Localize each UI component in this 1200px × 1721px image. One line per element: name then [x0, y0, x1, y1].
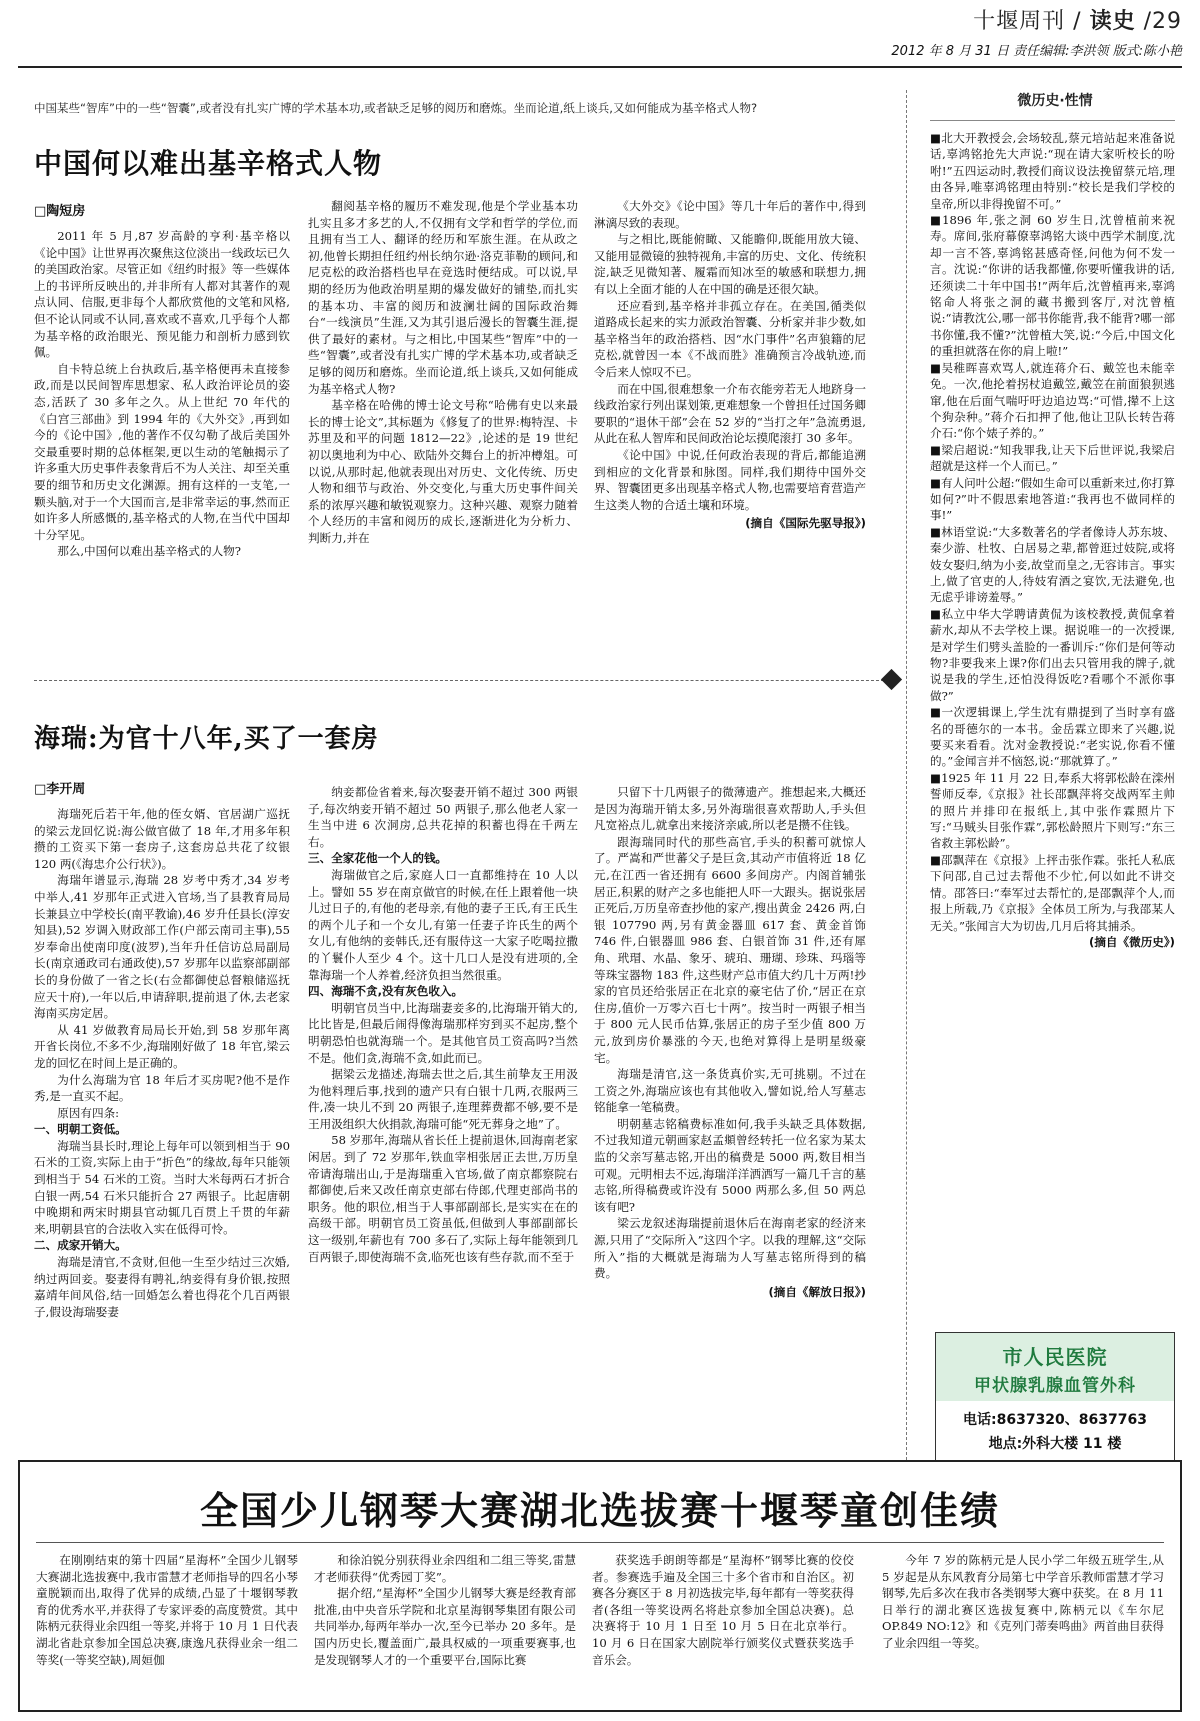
article-title: 中国何以难出基辛格式人物 — [34, 147, 383, 180]
title-rule — [36, 1542, 1164, 1543]
sidebar-body — [930, 130, 1175, 1325]
issue-info: 2012 年 8 月 31 日 责任编辑:李洪领 版式:陈小艳 — [891, 44, 1182, 59]
anecdote: ■一次逻辑课上,学生沈有鼎提到了当时享有盛名的哥德尔的一本书。金岳霖立即来了兴趣,说要买来看看。沈对金教授说:“老实说,你看不懂的。”金闻言并不恼怒,说:“那就算了。” — [930, 705, 1175, 769]
article-source: (摘自《国际先驱导报》) — [745, 516, 866, 531]
paragraph: 获奖选手朗朗等都是“星海杯”钢琴比赛的佼佼者。参赛选手遍及全国三十多个省市和自治区。初赛各分赛区于 8 月初选拔完毕,每年都有一等奖获得者(各组一等奖设两名将赴京参加全国总决赛)。总决赛将于 10 月 1 日至 10 月 5 日在北京举行。10 月 6 日在国家大剧院举行颁奖仪式暨获奖选手音乐会。 — [592, 1553, 854, 1667]
article-byline: □李开周 — [34, 782, 86, 797]
subheading: 四、海瑞不贪,没有灰色收入。 — [308, 984, 464, 999]
paragraph: 翻阅基辛格的履历不难发现,他是个学业基本功扎实且多才多艺的人,不仅拥有文学和哲学的学位,而且拥有当工人、翻译的经历和军旅生涯。在从政之初,他曾长期担任纽约州长纳尔逊·洛克菲勒的顾问,和尼克松的政治搭档也早在竞选时便结成。可以说,早期的经历为他政治明星期的爆发做好的铺垫,而扎实的基本功、丰富的阅历和波澜壮阔的国际政治舞台“一线演员”生涯,又为其引退后漫长的智囊生涯,提供了最好的素材。与之相比,中国某些“智库”中的一些“智囊”,或者没有扎实广博的学术基本功,或者缺乏足够的阅历和磨炼。坐而论道,纸上谈兵,又如何能成为基辛格式人物? — [308, 199, 578, 396]
paragraph: 海瑞当县长时,理论上每年可以领到相当于 90 石米的工资,实际上由于“折色”的缘故,每年只能领到相当于 54 石米的工资。当时大米每两石才折合白银一两,54 石米只能折合 27 两银子。比起唐朝中晚期和两宋时期县官动辄几百贯上千贯的年薪来,明朝县官的合法收入实在低得可怜。 — [34, 1138, 290, 1236]
article-column-4 — [882, 1552, 1164, 1710]
paragraph: 据介绍,“星海杯”全国少儿钢琴大赛是经教育部批准,由中央音乐学院和北京星海钢琴集团有限公司共同举办,每两年举办一次,至今已举办 20 多年。是国内历史长,覆盖面广,最具权威的一项重要赛事,也是发现钢琴人才的一个重要平台,国际比赛 — [314, 1586, 576, 1667]
paragraph: 明朝官员当中,比海瑞妻妾多的,比海瑞开销大的,比比皆是,但最后闹得像海瑞那样穷到买不起房,整个明朝恐怕也就海瑞一个。是其他官员工资高吗?当然不是。他们贪,海瑞不贪,如此而已。 — [308, 1000, 578, 1065]
article-column-3 — [594, 784, 866, 1446]
article-column-2 — [308, 198, 578, 668]
paragraph: 58 岁那年,海瑞从省长任上提前退休,回海南老家闲居。到了 72 岁那年,铁血宰相张居正去世,万历皇帝请海瑞出山,于是海瑞重入官场,做了南京都察院右都御使,后来又改任南京吏部右侍郎,代理吏部尚书的职务。他的职位,相当于人事部副部长,是实实在在的高级干部。明朝官员工资虽低,但做到人事部副部长这一级别,年薪也有 700 多石了,实际上每年能领到几百两银子,即使海瑞不贪,临死也该有些存款,而不至于 — [308, 1133, 578, 1264]
paragraph: 而在中国,很难想象一介布衣能旁若无人地跻身一线政治家行列出谋划策,更难想象一个曾担任过国务卿要职的“退休干部”会在 52 岁的“当打之年”急流勇退,从此在私人智库和民间政治论坛摸爬滚打 30 多年。 — [594, 381, 866, 446]
sidebar-source: (摘自《微历史》) — [1089, 934, 1175, 949]
article-column-1 — [36, 1552, 298, 1710]
header-rule — [18, 66, 1182, 68]
article-lead: 中国某些“智库”中的一些“智囊”,或者没有扎实广博的学术基本功,或者缺乏足够的阅历和磨炼。坐而论道,纸上谈兵,又如何能成为基辛格式人物? — [34, 101, 758, 115]
subheading: 二、成家开销大。 — [34, 1238, 127, 1253]
ad-phone: 电话:8637320、8637763 — [963, 1412, 1147, 1428]
paragraph: 还应看到,基辛格并非孤立存在。在美国,循类似道路成长起来的实力派政治智囊、分析家并非少数,如基辛格当年的政治搭档、因“水门事件”名声狼籍的尼克松,就曾因一本《不战而胜》准确预言冷战轨迹,而令后来人惊叹不已。 — [594, 298, 866, 379]
paragraph: 今年 7 岁的陈柄元是人民小学二年级五班学生,从 5 岁起是从东风教育分局第七中学音乐教师雷慧才学习钢琴,先后多次在我市各类钢琴大赛中获奖。在 8 月 11 日举行的湖北赛区选拔复赛中,陈柄元以《车尔尼 OP.849 NO:12》和《克列门蒂奏鸣曲》两首曲目获得了业余四组一等奖。 — [882, 1553, 1164, 1650]
paragraph: 《大外交》《论中国》等几十年后的著作中,得到淋漓尽致的表现。 — [594, 199, 866, 230]
paragraph: 海瑞做官之后,家庭人口一直都维持在 10 人以上。譬如 55 岁在南京做官的时候,在任上跟着他一块儿过日子的,有他的老母亲,有他的妻子王氏,有王氏生的两个儿子和一个女儿,有第一任妻子许氏生的两个女儿,有他纳的妾韩氏,还有服侍这一大家子吃喝拉撒的丫鬟仆人至少 4 个。这十几口人是没有进项的,全靠海瑞一个人养着,经济负担当然很重。 — [308, 867, 578, 982]
ad-department: 甲状腺乳腺血管外科 — [974, 1376, 1136, 1396]
paragraph: 从 41 岁做教育局局长开始,到 58 岁那年离开省长岗位,不多不少,海瑞刚好做了 18 年官,梁云龙的回忆在时间上是正确的。 — [34, 1022, 290, 1070]
article-title: 全国少儿钢琴大赛湖北选拔赛十堰琴童创佳绩 — [199, 1489, 1000, 1533]
ad-hospital-name: 市人民医院 — [1002, 1345, 1108, 1369]
subheading: 三、全家花他一个人的钱。 — [308, 851, 448, 866]
sidebar-micro-history — [905, 78, 1183, 1478]
paragraph: 海瑞年谱显示,海瑞 28 岁考中秀才,34 岁考中举人,41 岁那年正式进入官场,当了县教育局局长兼县立中学校长(南平教谕),46 岁升任县长(淳安知县),52 岁调入财政部工作(户部云南司主事),55 岁奉命出使南印度(波罗),当年升任信访总局副局长(南京通政司右通政使),57 岁那年以监察部副部长的身份做了一省之长(右佥都御使总督粮储巡抚应天十府),一年以后,申请辞职,提前退了休,去老家海南买房定居。 — [34, 873, 290, 1021]
article-title: 海瑞:为官十八年,买了一套房 — [34, 724, 379, 754]
paragraph: 跟海瑞同时代的那些高官,手头的积蓄可就惊人了。严嵩和严世蕃父子是巨贪,其动产市值将近 18 亿元,在江西一省还拥有 6600 多间房产。内阁首辅张居正,积累的财产之多也能把人吓一大跟头。据说张居正死后,万历皇帝查抄他的家产,搜出黄金 2426 两,白银 107790 两,另有黄金器皿 617 套、黄金首饰 746 件,白银器皿 986 套、白银首饰 31 件,还有犀角、玳瑁、水晶、象牙、琥珀、珊瑚、珍珠、玛瑙等等珠宝器物 183 件,这些财产总市值大约几十万两!抄家的官员还给张居正在北京的豪宅估了价,“居正在京住房,值价一万零六百七十两”。按当时一两银子相当于 800 元人民币估算,张居正的房子至少值 800 万元,放到房价暴涨的今天,也绝对算得上是明星级豪宅。 — [594, 834, 866, 1065]
article-column-2 — [314, 1552, 576, 1710]
paragraph: 海瑞是清官,这一条货真价实,无可挑剔。不过在工资之外,海瑞应该也有其他收入,譬如说,给人写墓志铭能拿一笔稿费。 — [594, 1067, 866, 1115]
article-column-1 — [34, 228, 290, 668]
paragraph: 那么,中国何以难出基辛格式的人物? — [57, 544, 241, 559]
paragraph: 与之相比,既能俯瞰、又能瞻仰,既能用放大镜、又能用显微镜的独特视角,丰富的历史、文化、传统积淀,缺乏见微知著、履霜而知冰至的敏感和联想力,拥有以上全面才能的人在中国的确是还很欠缺。 — [594, 232, 866, 296]
anecdote: ■私立中华大学聘请黄侃为该校教授,黄侃拿着薪水,却从不去学校上课。据说唯一的一次授课,是对学生们劈头盖脸的一番训斥:“你们是何等动物?非要我来上课?你们出去只管用我的牌子,就说是我的学生,还怕没得饭吃?看哪个不派你事做?” — [930, 606, 1175, 703]
paragraph: 海瑞是清官,不贪财,但他一生至少结过三次婚,纳过两回妾。娶妻得有聘礼,纳妾得有身价银,按照嘉靖年间风俗,结一回婚怎么着也得花个几百两银子,假设海瑞娶妻 — [34, 1255, 290, 1319]
article-byline: □陶短房 — [34, 204, 86, 219]
sidebar-title: 微历史·性情 — [1017, 93, 1093, 109]
article-column-3 — [594, 198, 866, 668]
sidebar-rule — [930, 120, 1175, 121]
article-column-2 — [308, 784, 578, 1446]
anecdote: ■有人问叶公超:“假如生命可以重新来过,你打算如何?”叶不假思索地答道:“我再也不做同样的事!” — [930, 475, 1175, 523]
anecdote: ■梁启超说:“知我罪我,让天下后世评说,我梁启超就是这样一个人而已。” — [930, 442, 1175, 474]
paragraph: 据梁云龙描述,海瑞去世之后,其生前挚友王用汲为他料理后事,找到的遗产只有白银十几两,衣服两三件,凑一块儿不到 20 两银子,连理葬费都不够,要不是王用汲组织大伙捐款,海瑞可能“死无葬身之地”了。 — [308, 1067, 578, 1131]
paragraph: 自卡特总统上台执政后,基辛格便再未直接参政,而是以民间智库思想家、私人政治评论员的姿态,活跃了 30 多年之久。从上世纪 70 年代的《白宫三部曲》到 1994 年的《大外交》,再到如今的《论中国》,他的著作不仅勾勒了战后美国外交最重要时期的总体框架,更以生动的笔触揭示了许多重大历史事件表象背后不为人关注、却至关重要的细节和历史文化渊源。拥有这样的一支笔,一颗头脑,对于一个大国而言,是非常幸运的事,然而正如许多人所感慨的,基辛格式的人物,在当代中国却十分罕见。 — [34, 361, 290, 542]
paragraph: 为什么海瑞为官 18 年后才买房呢?他不是作秀,是一直买不起。 — [34, 1072, 290, 1104]
page-number: 29 — [1152, 9, 1182, 34]
paragraph: 纳妾都俭省着来,每次娶妻开销不超过 300 两银子,每次纳妾开销不超过 50 两银子,那么他老人家一生当中进 6 次洞房,总共花掉的积蓄也得在千两左右。 — [308, 785, 578, 849]
paragraph: 《论中国》中说,任何政治表现的背后,都能追溯到相应的文化背景和脉图。同样,我们期待中国外交界、智囊团更多出现基辛格式人物,也需要培育营造产生这类人物的合适土壤和环境。 — [594, 447, 866, 512]
article-column-3 — [592, 1552, 854, 1710]
masthead — [0, 0, 1200, 86]
anecdote: ■邵飘萍在《京报》上抨击张作霖。张托人私底下问邵,自己过去帮他不少忙,何以如此不讲交情。邵答曰:“奉军过去帮忙的,是邵飘萍个人,而报上所载,乃《京报》全体员工所为,与我邵某人无关。”张闻言大为切齿,几月后将其捕杀。 — [930, 852, 1175, 933]
paragraph: 明朝墓志铭稿费标准如何,我手头缺乏具体数据,不过我知道元朝画家赵孟頫曾经转托一位名家为某太监的父亲写墓志铭,开出的稿费是 5000 两,数目相当可观。元明相去不远,海瑞洋洋洒洒写一篇几千言的墓志铭,所得稿费或许没有 5000 两那么多,但 50 两总该有吧? — [594, 1116, 866, 1214]
page-header-title: 十堰周刊 / 读史 /29 — [973, 9, 1182, 34]
section-name: 读史 — [1089, 9, 1136, 34]
subheading: 一、明朝工资低。 — [34, 1122, 127, 1137]
paragraph: 基辛格在哈佛的博士论文号称“哈佛有史以来最长的博士论文”,其标题为《修复了的世界:梅特涅、卡苏里及和平的问题 1812—22》,论述的是 19 世纪初以奥地利为中心、欧陆外交舞台上的折冲樽俎。可以说,从那时起,他就表现出对历史、文化传统、历史人物和细节与政治、外交变化,与重大历史事件间关系的浓厚兴趣和敏锐观察力。这种兴趣、观察力随着个人经历的丰富和阅历的成长,逐渐进化为分析力、判断力,并在 — [308, 398, 578, 545]
diamond-ornament-icon — [881, 669, 902, 690]
article-hairui — [0, 690, 890, 1450]
anecdote: ■北大开教授会,会场较乱,蔡元培站起来准备说话,辜鸿铭抢先大声说:“现在请大家听校长的吩咐!”五四运动时,教授们商议设法挽留蔡元培,理由各异,唯辜鸿铭理由特别:“校长是我们学校的皇帝,所以非得挽留不可。” — [930, 131, 1175, 211]
ad-location: 地点:外科大楼 11 楼 — [988, 1436, 1122, 1452]
paragraph: 2011 年 5 月,87 岁高龄的亨利·基辛格以《论中国》让世界再次聚焦这位淡出一线政坛已久的美国政治家。尽管正如《纽约时报》等一些媒体上的书评所反映出的,并非所有人都对其著作的观点认同、信服,更非每个人都欣赏他的文笔和风格,但不论认同或不认同,喜欢或不喜欢,几乎每个人都为基辛格的政治眼光、预见能力和剖析力感到钦佩。 — [34, 229, 290, 360]
article-kissinger — [0, 90, 890, 670]
article-column-1 — [34, 806, 290, 1446]
paper-name: 十堰周刊 — [973, 9, 1066, 34]
paragraph: 原因有四条: — [57, 1105, 120, 1120]
hospital-advertisement — [935, 1332, 1175, 1462]
anecdote: ■吴稚晖喜欢骂人,就连蒋介石、戴笠也未能幸免。一次,他抡着拐杖追戴笠,戴笠在前面狼狈逃窜,他在后面气喘吁吁边追边骂:“可惜,撵不上这个狗杂种。”蒋介石扣押了他,他让卫队长转告蒋介石:“你个婊子养的。” — [930, 360, 1175, 441]
article-source: (摘自《解放日报》) — [768, 1284, 866, 1299]
section-divider — [34, 680, 889, 681]
anecdote: ■1896 年,张之洞 60 岁生日,沈曾植前来祝寿。席间,张府幕僚辜鸿铭大谈中西学术制度,沈却一言不答,辜鸿铭甚感奇怪,问他为何不发一言。沈说:“你讲的话我都懂,你要听懂我讲的话,还须读二十年中国书!”两年后,沈曾植再来,辜鸿铭命人将张之洞的藏书搬到客厅,对沈曾植说:“请教沈公,哪一部书你能背,我不能背?哪一部书你懂,我不懂?”沈曾植大笑,说:“今后,中国文化的重担就落在你的肩上啦!” — [930, 213, 1175, 359]
anecdote: ■林语堂说:“大多数著名的学者像诗人苏东坡、秦少游、杜牧、白居易之辈,都曾逛过妓院,或将妓女娶归,纳为小妾,故堂而皇之,无容讳言。事实上,做了官吏的人,待妓宥酒之宴饮,无法避免,也无虑乎诽谤羞辱。” — [930, 524, 1175, 605]
paragraph: 只留下十几两银子的微薄遗产。推想起来,大概还是因为海瑞开销太多,另外海瑞很喜欢帮助人,手头但凡宽裕点儿,就拿出来接济亲戚,所以老是攒不住钱。 — [594, 785, 866, 833]
paragraph: 和徐泊锐分别获得业余四组和二组三等奖,雷慧才老师获得“优秀园丁奖”。 — [314, 1553, 576, 1584]
paragraph: 在刚刚结束的第十四届“星海杯”全国少儿钢琴大赛湖北选拔赛中,我市雷慧才老师指导的四名小琴童脱颖而出,取得了优异的成绩,凸显了十堰钢琴教育的优秀水平,并获得了专家评委的高度赞赏。其中陈柄元获得业余四组一等奖,并将于 10 月 1 日代表湖北省赴京参加全国总决赛,康逸凡获得业余一组二等奖(一等奖空缺),周姮伽 — [36, 1553, 298, 1667]
paragraph: 梁云龙叙述海瑞提前退休后在海南老家的经济来源,只用了“交际所入”这四个字。以我的理解,这“交际所入”指的大概就是海瑞为人写墓志铭所得到的稿费。 — [594, 1216, 866, 1281]
article-piano-contest — [18, 1460, 1182, 1712]
anecdote: ■1925 年 11 月 22 日,奉系大将郭松龄在滦州誓师反奉,《京报》社长邵飘萍将交战两军主帅的照片并排印在报纸上,其中张作霖照片下写:“马贼头目张作霖”,郭松龄照片下则写:“东三省救主郭松龄”。 — [930, 770, 1175, 851]
paragraph: 海瑞死后若干年,他的侄女婿、官居湖广巡抚的梁云龙回忆说:海公做官做了 18 年,才用多年积攒的工资买下第一套房子,这套房总共花了纹银 120 两(《海忠介公行状》)。 — [34, 807, 290, 871]
